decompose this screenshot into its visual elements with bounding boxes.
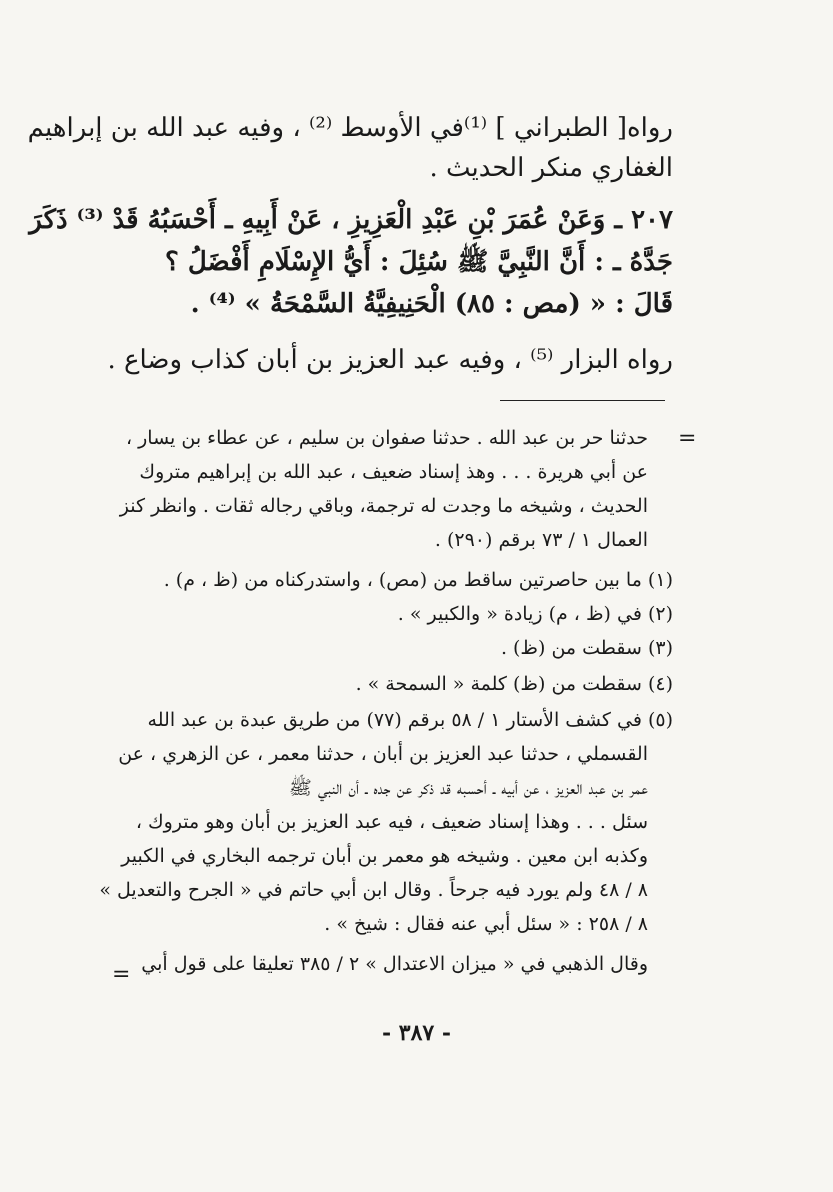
main-text-line-2: الغفاري منكر الحديث .	[429, 153, 673, 183]
footnote-4: (٤) سقطت من (ظ) كلمة « السمحة » .	[355, 673, 673, 695]
footnote-3: (٣) سقطت من (ظ) .	[500, 637, 673, 659]
footnote-5-line-5: وكذبه ابن معين . وشيخه هو معمر بن أبان ترجمه البخاري في الكبير	[121, 845, 648, 867]
footnote-continued-line-3: الحديث ، وشيخه ما وجدت له ترجمة، وباقي رجاله ثقات . وانظر كنز	[119, 495, 648, 517]
footnote-5-line-6: ٨ / ٤٨ ولم يورد فيه جرحاً . وقال ابن أبي حاتم في « الجرح والتعديل »	[99, 879, 648, 901]
footnote-continued-line-2: عن أبي هريرة . . . وهذ إسناد ضعيف ، عبد الله بن إبراهيم متروك	[139, 461, 648, 483]
footnote-5-line-8: وقال الذهبي في « ميزان الاعتدال » ٢ / ٣٨٥ تعليقا على قول أبي	[141, 953, 648, 975]
footnote-continued-line-4: العمال ١ / ٧٣ برقم (٢٩٠) .	[434, 529, 648, 551]
footnote-separator	[500, 400, 665, 401]
footnote-continued-line-1: حدثنا حر بن عبد الله . حدثنا صفوان بن سليم ، عن عطاء بن يسار ،	[125, 427, 648, 449]
footnote-2: (٢) في (ظ ، م) زيادة « والكبير » .	[397, 603, 673, 625]
main-text-line-6: رواه البزار ⁽⁵⁾ ، وفيه عبد العزيز بن أبان كذاب وضاع .	[107, 345, 673, 375]
page-number: - ٣٨٧ -	[381, 1020, 452, 1046]
continuation-mark: =	[678, 426, 697, 451]
hadith-line-3: قَالَ : « (مص : ٨٥) الْحَنِيفِيَّةُ السَّمْحَةُ » ⁽⁴⁾ .	[190, 289, 673, 319]
footnote-5-line-7: ٨ / ٢٥٨ : « سئل أبي عنه فقال : شيخ » .	[324, 913, 648, 935]
end-continuation-mark: =	[112, 962, 131, 987]
footnote-5-line-3: عمر بن عبد العزيز ، عن أبيه ـ أحسبه قد ذكر عن جده ـ أن النبي ﷺ	[288, 777, 648, 799]
main-text-line-1: رواه[ الطبراني ] ⁽¹⁾في الأوسط ⁽²⁾ ، وفيه عبد الله بن إبراهيم	[27, 113, 673, 143]
hadith-line-2: جَدَّهُ ـ : أَنَّ النَّبِيَّ ﷺ سُئِلَ : أَيُّ الإِسْلَامِ أَفْضَلُ ؟	[165, 247, 673, 277]
footnote-5-line-2: القسملي ، حدثنا عبد العزيز بن أبان ، حدثنا معمر ، عن الزهري ، عن	[118, 743, 648, 765]
footnote-5-line-4: سئل . . . وهذا إسناد ضعيف ، فيه عبد العزيز بن أبان وهو متروك ،	[135, 811, 648, 833]
hadith-line-1: ٢٠٧ ـ وَعَنْ عُمَرَ بْنِ عَبْدِ الْعَزِيزِ ، عَنْ أَبِيهِ ـ أَحْسَبُهُ قَدْ ⁽³⁾ ذَكَرَ	[29, 205, 673, 235]
footnote-1: (١) ما بين حاصرتين ساقط من (مص) ، واستدركناه من (ظ ، م) .	[163, 569, 673, 591]
footnote-5: (٥) في كشف الأستار ١ / ٥٨ برقم (٧٧) من طريق عبدة بن عبد الله	[147, 709, 673, 731]
